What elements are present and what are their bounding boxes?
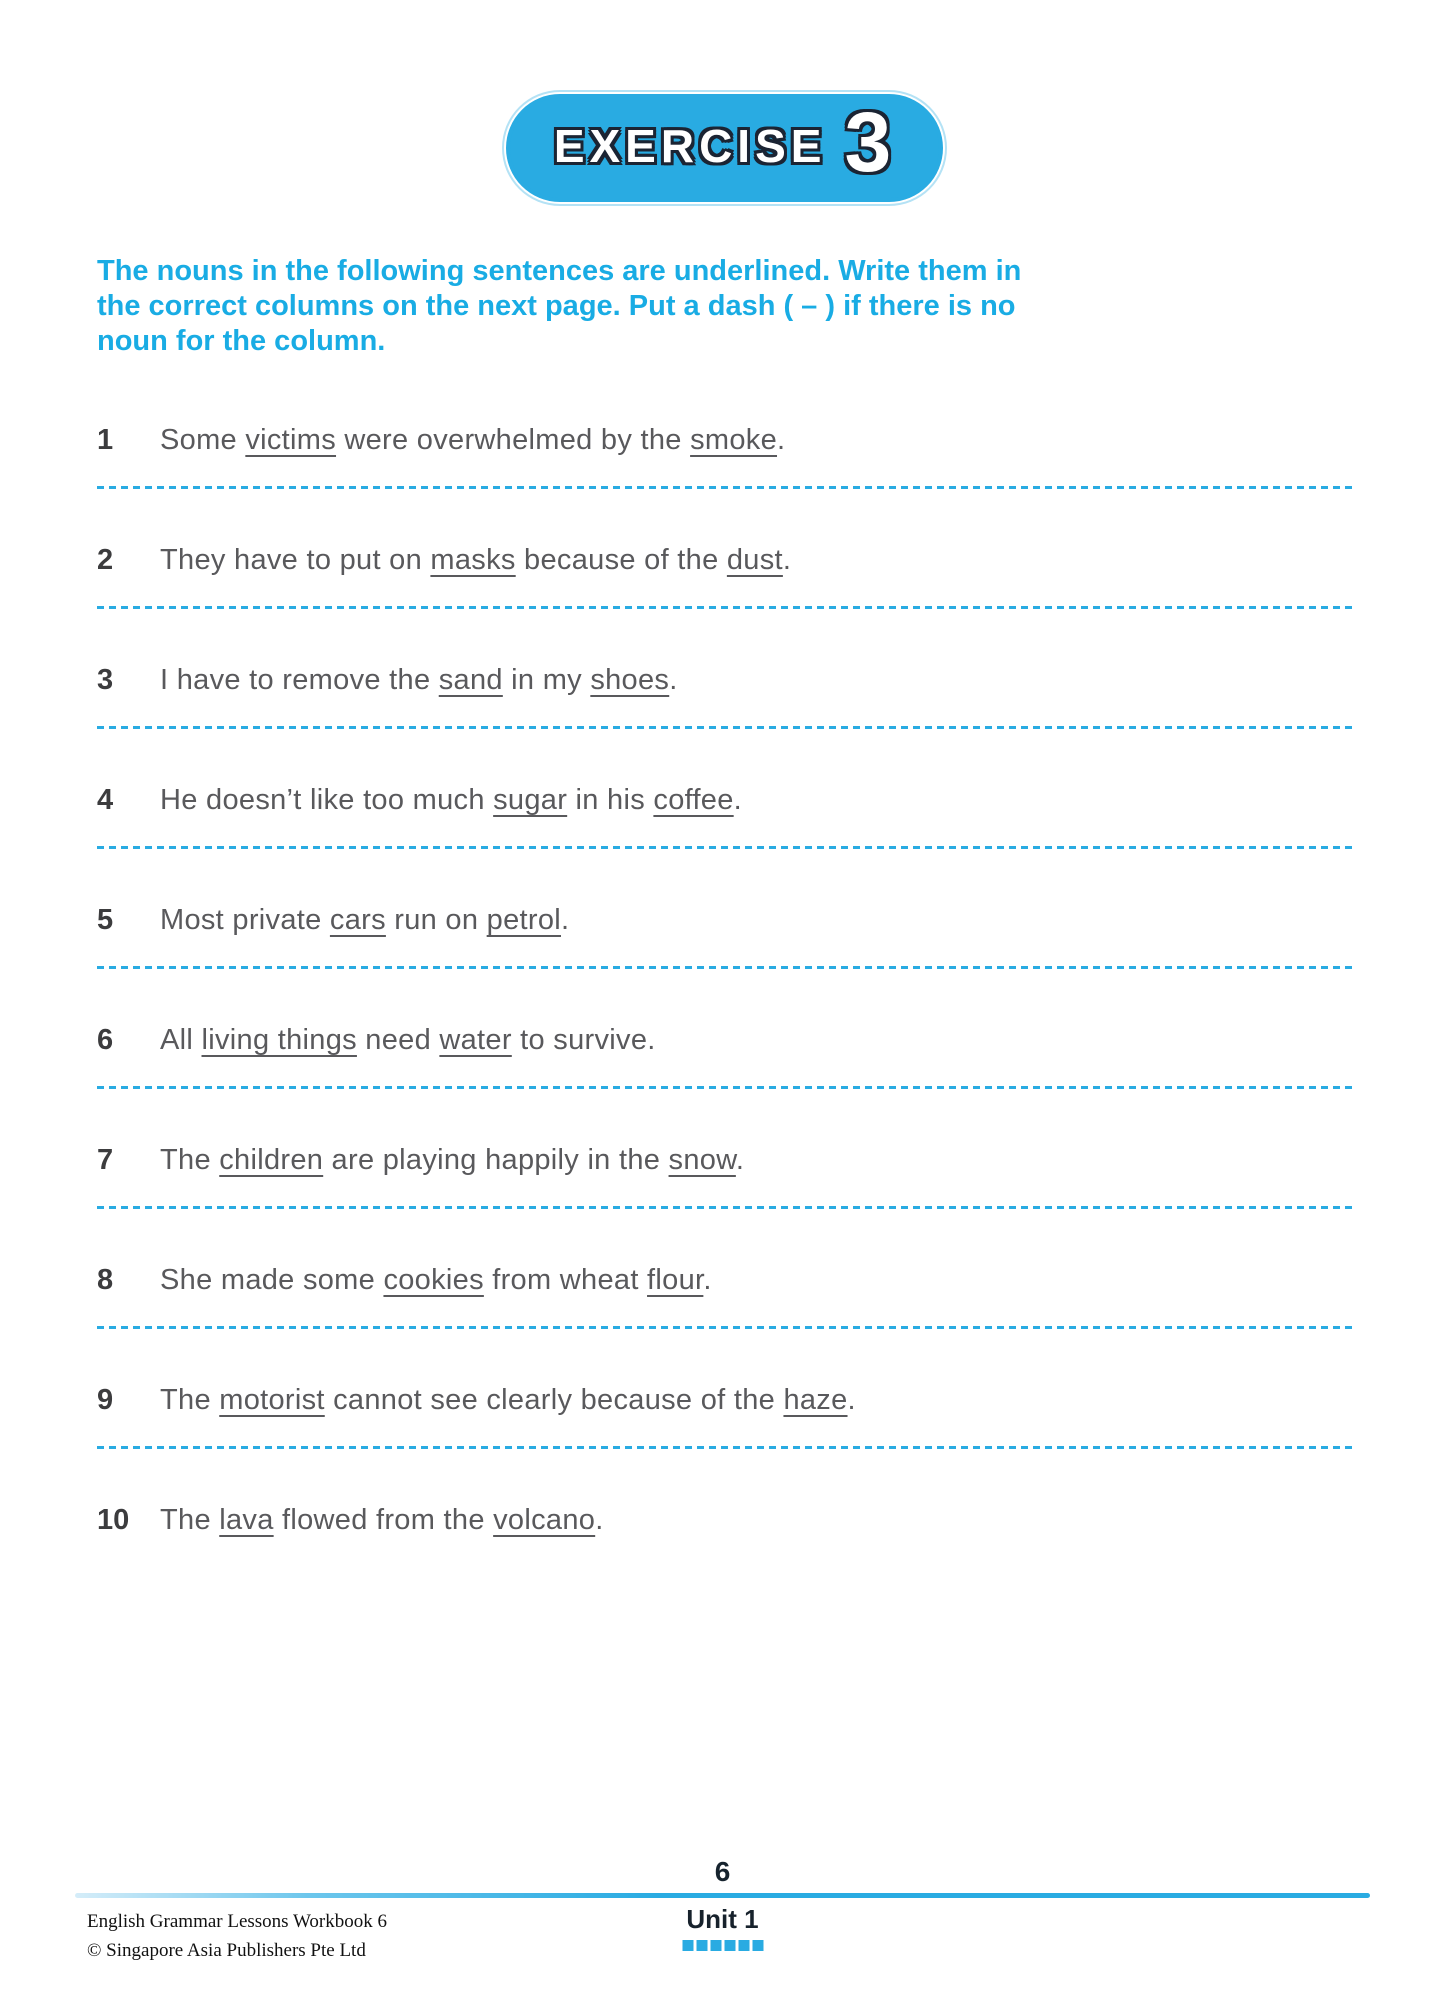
sentence-fragment: need xyxy=(356,1024,440,1057)
sentence-text xyxy=(160,904,569,937)
unit-label: Unit 1 xyxy=(686,1904,759,1934)
sentence-number: 2 xyxy=(97,544,114,577)
book-title: English Grammar Lessons Workbook 6 xyxy=(87,1911,387,1932)
sentence-text xyxy=(160,1024,656,1057)
sentence-fragment: . xyxy=(669,664,678,697)
sentence-fragment: are playing happily in the xyxy=(323,1144,669,1177)
sentence-text xyxy=(160,664,678,697)
sentence-number: 8 xyxy=(97,1264,114,1297)
underlined-noun: dust xyxy=(726,544,783,577)
sentence-fragment: from wheat xyxy=(483,1264,648,1297)
underlined-noun: living things xyxy=(201,1024,357,1057)
sentence-fragment: were overwhelmed by the xyxy=(336,424,691,457)
sentence-row xyxy=(97,1144,1352,1177)
sentence-block xyxy=(97,1264,1352,1329)
sentence-text xyxy=(160,544,791,577)
sentence-text xyxy=(160,1264,712,1297)
answer-line[interactable] xyxy=(97,1446,1352,1449)
sentence-fragment: She made some xyxy=(160,1264,384,1297)
sentence-text xyxy=(160,424,785,457)
sentence-number: 4 xyxy=(97,784,114,817)
underlined-noun: coffee xyxy=(653,784,734,817)
underlined-noun: masks xyxy=(430,544,516,577)
sentence-fragment: The xyxy=(160,1144,220,1177)
sentence-block xyxy=(97,1504,1352,1537)
exercise-label: EXERCISE xyxy=(553,120,827,172)
page-footer xyxy=(75,1856,1370,1968)
underlined-noun: petrol xyxy=(486,904,561,937)
sentence-number: 3 xyxy=(97,664,114,697)
sentence-fragment: I have to remove the xyxy=(160,664,439,697)
answer-line[interactable] xyxy=(97,486,1352,489)
page-number: 6 xyxy=(714,1856,731,1887)
sentence-number: 6 xyxy=(97,1024,114,1057)
underlined-noun: sand xyxy=(438,664,503,697)
exercise-badge xyxy=(510,95,939,198)
underlined-noun: flour xyxy=(647,1264,704,1297)
sentence-fragment: . xyxy=(733,784,743,817)
sentence-fragment: . xyxy=(595,1504,604,1537)
sentence-number: 7 xyxy=(97,1144,114,1177)
underlined-noun: cars xyxy=(329,904,386,937)
underlined-noun: snow xyxy=(668,1144,736,1177)
unit-square xyxy=(738,1940,749,1951)
sentence-block xyxy=(97,664,1352,729)
sentence-block xyxy=(97,544,1352,609)
sentence-number: 10 xyxy=(97,1504,130,1537)
answer-line[interactable] xyxy=(97,1086,1352,1089)
answer-line[interactable] xyxy=(97,1206,1352,1209)
exercise-number: 3 xyxy=(844,95,892,189)
sentence-block xyxy=(97,1144,1352,1209)
underlined-noun: volcano xyxy=(493,1504,596,1537)
exercise-badge-wrap xyxy=(97,95,1352,198)
sentence-fragment: They have to put on xyxy=(160,544,431,577)
sentence-row xyxy=(97,544,1352,577)
sentence-fragment: . xyxy=(847,1384,856,1417)
sentence-fragment: to survive. xyxy=(511,1024,656,1057)
sentence-fragment: . xyxy=(777,424,786,457)
sentence-row xyxy=(97,1024,1352,1057)
sentence-fragment: . xyxy=(782,544,792,577)
answer-line[interactable] xyxy=(97,1326,1352,1329)
sentence-fragment: . xyxy=(703,1264,712,1297)
unit-square xyxy=(724,1940,735,1951)
sentence-block xyxy=(97,784,1352,849)
sentence-fragment: in his xyxy=(567,784,654,817)
sentence-row xyxy=(97,664,1352,697)
underlined-noun: cookies xyxy=(383,1264,484,1297)
sentence-number: 9 xyxy=(97,1384,114,1417)
unit-square xyxy=(682,1940,693,1951)
sentence-row xyxy=(97,1264,1352,1297)
sentence-text xyxy=(160,1384,856,1417)
sentence-number: 1 xyxy=(97,424,114,457)
sentence-row xyxy=(97,1384,1352,1417)
sentence-fragment: in my xyxy=(502,664,591,697)
sentence-fragment: The xyxy=(160,1504,220,1537)
answer-line[interactable] xyxy=(97,846,1352,849)
sentence-row xyxy=(97,1504,1352,1537)
sentence-block xyxy=(97,1384,1352,1449)
underlined-noun: children xyxy=(219,1144,324,1177)
underlined-noun: sugar xyxy=(493,784,568,817)
sentence-fragment: run on xyxy=(385,904,487,937)
footer-bottom xyxy=(75,1898,1370,1968)
sentence-list xyxy=(97,424,1352,1537)
sentence-block xyxy=(97,904,1352,969)
answer-line[interactable] xyxy=(97,726,1352,729)
sentence-fragment: Some xyxy=(160,424,246,457)
sentence-fragment: He doesn’t like too much xyxy=(160,784,494,817)
sentence-fragment: Most private xyxy=(160,904,330,937)
sentence-fragment: because of the xyxy=(515,544,727,577)
unit-square xyxy=(710,1940,721,1951)
underlined-noun: lava xyxy=(219,1504,274,1537)
underlined-noun: haze xyxy=(783,1384,848,1417)
footer-unit-block xyxy=(682,1904,763,1951)
copyright-line: © Singapore Asia Publishers Pte Ltd xyxy=(87,1940,366,1962)
sentence-fragment: flowed from the xyxy=(273,1504,494,1537)
sentence-row xyxy=(97,904,1352,937)
sentence-fragment: . xyxy=(735,1144,745,1177)
answer-line[interactable] xyxy=(97,966,1352,969)
sentence-text xyxy=(160,1504,604,1537)
instructions-text: The nouns in the following sentences are underlined. Write them in the correct columns on the next page. Put a dash ( – ) if there is no noun for the column. xyxy=(97,255,1022,357)
unit-progress-squares xyxy=(682,1940,763,1951)
sentence-number: 5 xyxy=(97,904,114,937)
sentence-text xyxy=(160,784,742,817)
underlined-noun: water xyxy=(439,1024,512,1057)
sentence-fragment: All xyxy=(160,1024,202,1057)
underlined-noun: smoke xyxy=(690,424,778,457)
sentence-fragment: The xyxy=(160,1384,220,1417)
underlined-noun: shoes xyxy=(590,664,670,697)
unit-square xyxy=(696,1940,707,1951)
answer-line[interactable] xyxy=(97,606,1352,609)
sentence-row xyxy=(97,424,1352,457)
sentence-block xyxy=(97,424,1352,489)
sentence-fragment: cannot see clearly because of the xyxy=(324,1384,784,1417)
underlined-noun: motorist xyxy=(219,1384,325,1417)
sentence-row xyxy=(97,784,1352,817)
underlined-noun: victims xyxy=(245,424,337,457)
sentence-fragment: . xyxy=(561,904,570,937)
sentence-text xyxy=(160,1144,744,1177)
unit-square xyxy=(752,1940,763,1951)
sentence-block xyxy=(97,1024,1352,1089)
